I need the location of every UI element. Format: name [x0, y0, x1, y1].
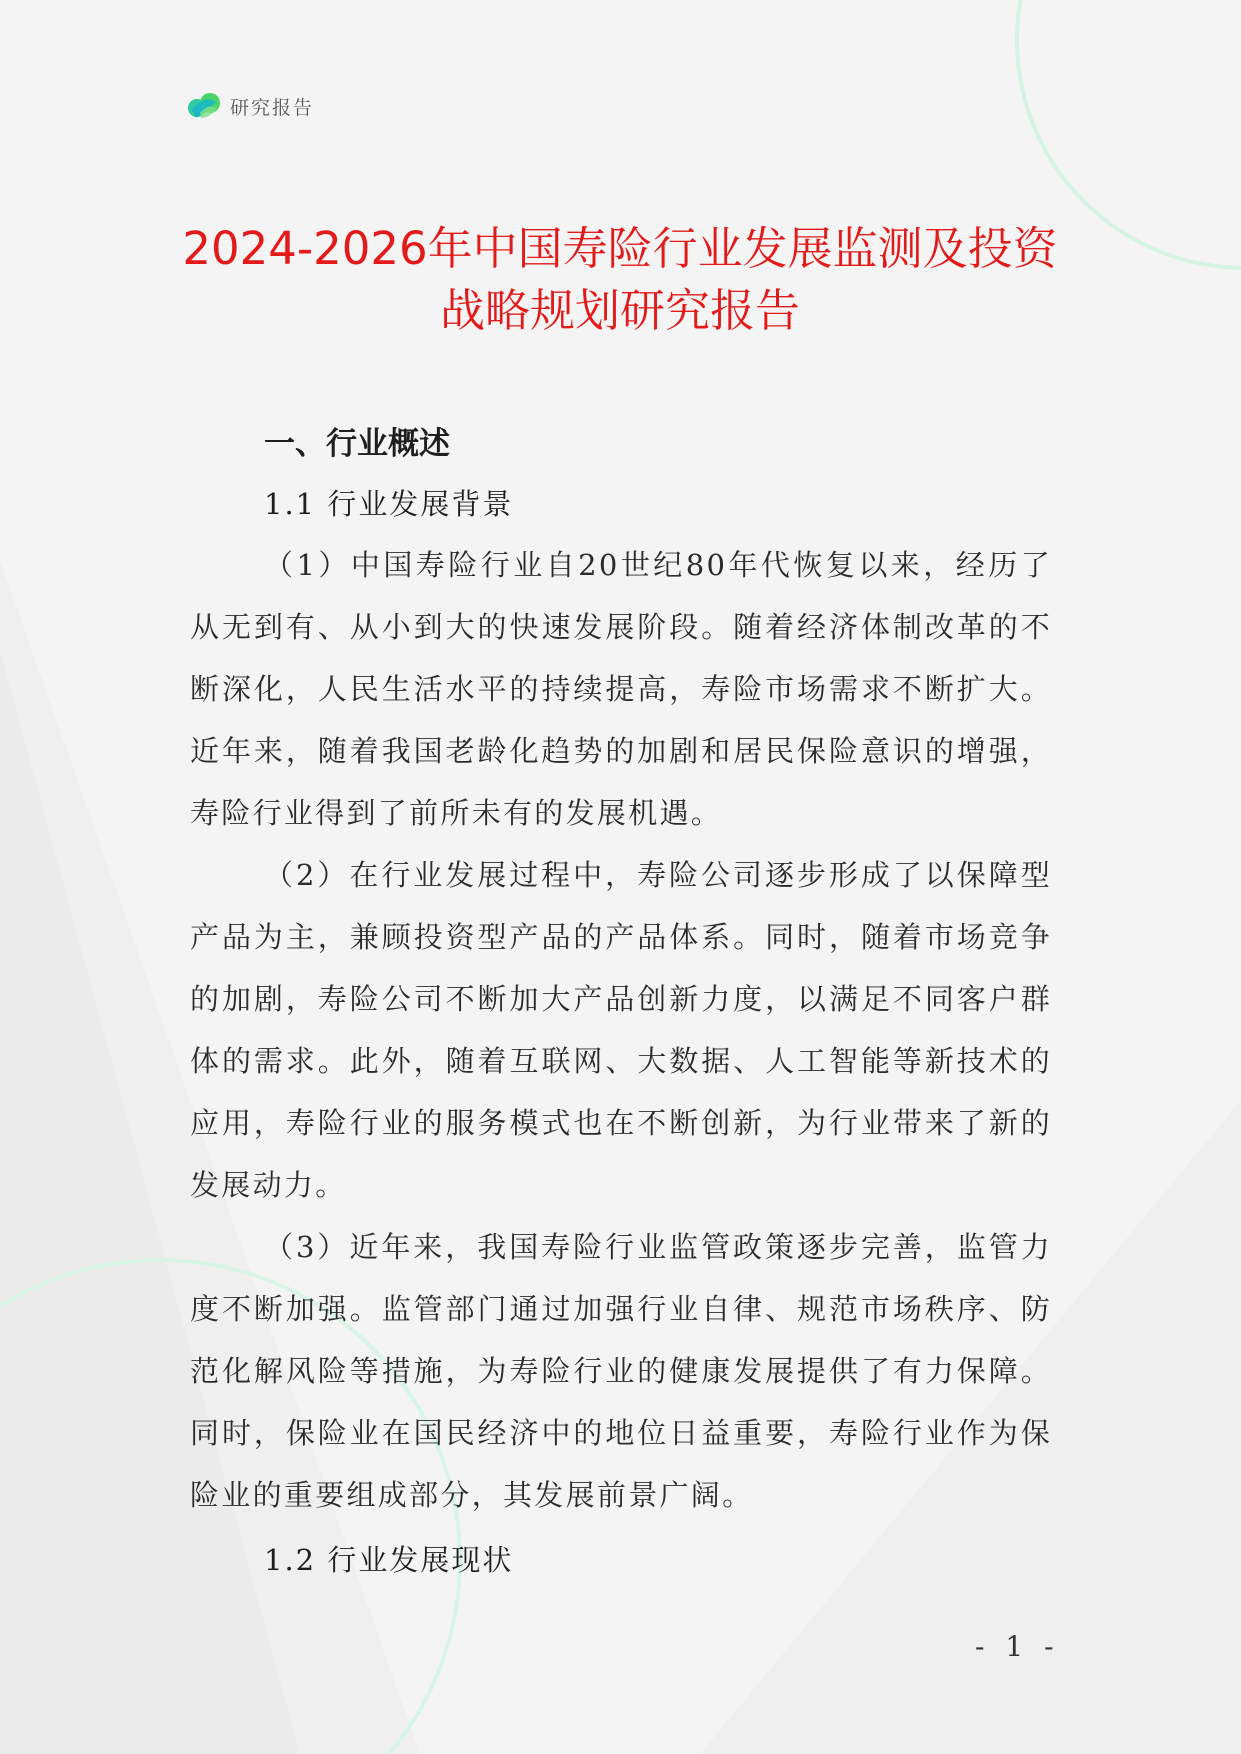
report-header	[186, 88, 314, 124]
subsection-heading-1-1: 1.1 行业发展背景	[264, 487, 514, 521]
paragraph-2: （2）在行业发展过程中，寿险公司逐步形成了以保障型产品为主，兼顾投资型产品的产品体系。同时，随着市场竞争的加剧，寿险公司不断加大产品创新力度，以满足不同客户群体的需求。此外，随着互联网、大数据、人工智能等新技术的应用，寿险行业的服务模式也在不断创新，为行业带来了新的发展动力。	[190, 858, 1052, 1202]
title-line-2: 战略规划研究报告	[439, 284, 800, 337]
paragraph-1: （1）中国寿险行业自20世纪80年代恢复以来，经历了从无到有、从小到大的快速发展阶段。随着经济体制改革的不断深化，人民生活水平的持续提高，寿险市场需求不断扩大。近年来，随着我国老龄化趋势的加剧和居民保险意识的增强，寿险行业得到了前所未有的发展机遇。	[190, 548, 1052, 830]
title-line-1: 2024-2026年中国寿险行业发展监测及投资	[182, 222, 1058, 275]
paragraph-3: （3）近年来，我国寿险行业监管政策逐步完善，监管力度不断加强。监管部门通过加强行业自律、规范市场秩序、防范化解风险等措施，为寿险行业的健康发展提供了有力保障。同时，保险业在国民经济中的地位日益重要，寿险行业作为保险业的重要组成部分，其发展前景广阔。	[190, 1230, 1052, 1512]
report-title	[150, 218, 1090, 342]
subsection-heading-1-2: 1.2 行业发展现状	[264, 1543, 514, 1577]
section-heading: 一、行业概述	[264, 426, 450, 462]
page-number: - 1 -	[975, 1630, 1060, 1663]
leaf-logo-icon	[186, 88, 222, 124]
brand-label: 研究报告	[230, 96, 315, 119]
